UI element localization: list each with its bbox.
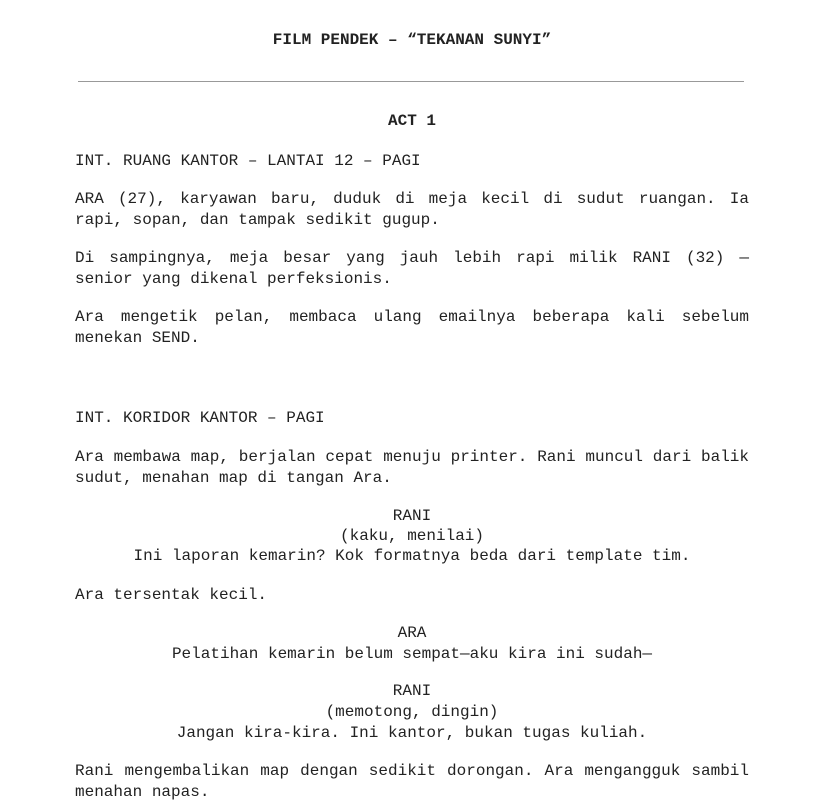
character-name: ARA bbox=[397, 624, 427, 642]
act-heading: ACT 1 bbox=[387, 112, 436, 130]
action-paragraph: ARA (27), karyawan baru, duduk di meja kecil di sudut ruangan. Ia rapi, sopan, dan tampak sedikit gugup. bbox=[75, 190, 749, 229]
divider bbox=[78, 81, 744, 82]
action-paragraph: Ara tersentak kecil. bbox=[75, 586, 268, 604]
scene-heading: INT. RUANG KANTOR – LANTAI 12 – PAGI bbox=[75, 152, 421, 170]
dialogue-line: Pelatihan kemarin belum sempat—aku kira ini sudah— bbox=[171, 645, 653, 663]
action-paragraph: Di sampingnya, meja besar yang jauh lebih rapi milik RANI (32) — senior yang dikenal perfeksionis. bbox=[75, 249, 749, 288]
character-name: RANI bbox=[392, 682, 432, 700]
character-name: RANI bbox=[392, 507, 432, 525]
action-paragraph: Rani mengembalikan map dengan sedikit dorongan. Ara mengangguk sambil menahan napas. bbox=[75, 762, 749, 801]
scene-heading: INT. KORIDOR KANTOR – PAGI bbox=[75, 409, 325, 427]
parenthetical: (kaku, menilai) bbox=[339, 527, 485, 545]
dialogue-line: Jangan kira-kira. Ini kantor, bukan tugas kuliah. bbox=[176, 724, 648, 742]
script-title: FILM PENDEK – “TEKANAN SUNYI” bbox=[272, 31, 552, 49]
dialogue-line: Ini laporan kemarin? Kok formatnya beda dari template tim. bbox=[133, 547, 691, 565]
parenthetical: (memotong, dingin) bbox=[325, 703, 499, 721]
action-paragraph: Ara membawa map, berjalan cepat menuju printer. Rani muncul dari balik sudut, menahan map di tangan Ara. bbox=[75, 448, 749, 487]
action-paragraph: Ara mengetik pelan, membaca ulang emailnya beberapa kali sebelum menekan SEND. bbox=[75, 308, 749, 347]
